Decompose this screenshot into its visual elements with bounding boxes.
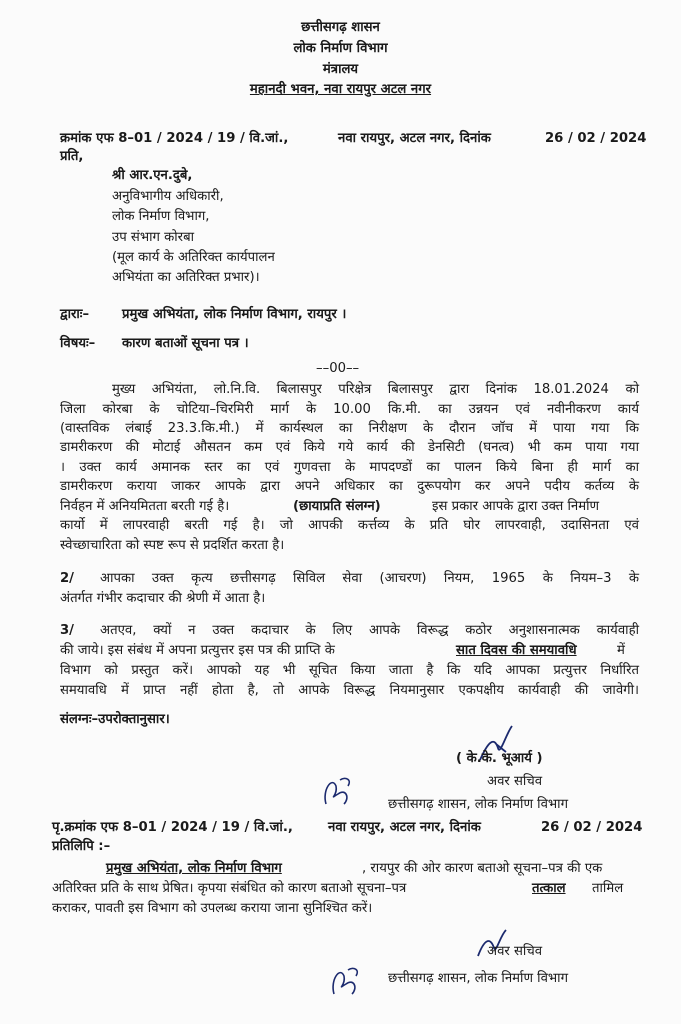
header-gov: छत्तीसगढ़ शासन xyxy=(301,20,380,35)
copy-date: 26 / 02 / 2024 xyxy=(541,820,643,835)
initials-mark xyxy=(318,770,358,810)
recipient-line: उप संभाग कोरबा xyxy=(112,230,195,245)
copy-ref-number: पृ.क्रमांक एफ 8–01 / 2024 / 19 / वि.जां., xyxy=(52,820,293,835)
para1-line: डामरीकरण कराया जाकर आपके द्वारा अपने अधिकार का दुरूपयोग कर अपने पदीय कर्तव्य के xyxy=(60,479,639,494)
copy-line: , रायपुर की ओर कारण बताओ सूचना–पत्र की एक xyxy=(362,861,603,876)
through-value: प्रमुख अभियंता, लोक निर्माण विभाग, रायपुर । xyxy=(122,307,347,322)
para1-line: । उक्त कार्य अमानक स्तर का एवं गुणवत्ता के मापदण्डों का पालन किये बिना ही मार्ग का xyxy=(60,460,639,475)
para3-line: अतएव, क्यों न उक्त कदाचार के लिए आपके विरूद्ध कठोर अनुशासनात्मक कार्यवाही xyxy=(100,623,639,638)
subject-label: विषयः– xyxy=(60,336,96,351)
para1-line: कार्यो में लापरवाही बरती गई है। जो आपकी कर्त्तव्य के प्रति घोर लापरवाही, उदासिनता एवं xyxy=(60,518,639,533)
recipient-line: अनुविभागीय अधिकारी, xyxy=(112,189,224,204)
para2-number: 2/ xyxy=(60,571,74,586)
signer-name: ( के.के. भूआर्य ) xyxy=(456,751,543,766)
divider: ––00–– xyxy=(316,361,360,376)
copy-signer-title: अवर सचिव xyxy=(487,944,543,959)
para1-line: (वास्तविक लंबाई 23.3.कि.मी.) में कार्यस्थल का निरीक्षण के दौरान जॉच में पाया गया कि xyxy=(60,421,639,436)
through-label: द्वाराः– xyxy=(60,307,90,322)
signer-title: अवर सचिव xyxy=(487,774,543,789)
header-dept: लोक निर्माण विभाग xyxy=(293,41,388,56)
header-ministry: मंत्रालय xyxy=(322,62,359,77)
to-label: प्रति, xyxy=(60,149,84,164)
para1-line: जिला कोरबा के चोटिया–चिरमिरी मार्ग के 10.00 कि.मी. का उन्नयन एवं नवीनीकरण कार्य xyxy=(60,402,639,417)
para1-line: निर्वहन में अनियमितता बरती गई है। xyxy=(60,499,230,514)
para2-line: अंतर्गत गंभीर कदाचार की श्रेणी में आता है। xyxy=(60,591,266,606)
para3-line: विभाग को प्रस्तुत करें। आपको यह भी सूचित किया जाता है कि यदि आपका प्रत्युत्तर निर्धारित xyxy=(60,663,639,678)
para2-line: आपका उक्त कृत्य छत्तीसगढ़ सिविल सेवा (आचरण) नियम, 1965 के नियम–3 के xyxy=(100,571,639,586)
copy-line: अतिरिक्त प्रति के साथ प्रेषित। कृपया संबंधित को कारण बताओ सूचना–पत्र xyxy=(52,881,407,896)
copy-place-date-label: नवा रायपुर, अटल नगर, दिनांक xyxy=(328,820,481,835)
para3-line: समयावधि में प्राप्त नहीं होता है, तो आपके विरूद्ध नियमानुसार एकपक्षीय कार्यवाही की जावेगी। xyxy=(60,683,639,698)
para3-line: में xyxy=(617,643,625,658)
recipient-line: अभियंता का अतिरिक्त प्रभार)। xyxy=(112,270,260,285)
copy-recipient: प्रमुख अभियंता, लोक निर्माण विभाग xyxy=(106,861,282,876)
enclosure-note: (छायाप्रति संलग्न) xyxy=(293,499,381,514)
deadline-highlight: सात दिवस की समयावधि xyxy=(456,643,577,658)
para1-line: स्वेच्छाचारिता को स्पष्ट रूप से प्रदर्शित करता है। xyxy=(60,538,285,553)
initials-mark xyxy=(326,960,366,1000)
copy-line: तामिल xyxy=(592,881,624,896)
copy-label: प्रतिलिपि :– xyxy=(52,839,111,854)
recipient-line: (मूल कार्य के अतिरिक्त कार्यपालन xyxy=(112,250,275,265)
para1-line: मुख्य अभियंता, लो.नि.वि. बिलासपुर परिक्षेत्र बिलासपुर द्वारा दिनांक 18.01.2024 को xyxy=(112,382,639,397)
place-date-label: नवा रायपुर, अटल नगर, दिनांक xyxy=(338,131,491,146)
para1-line: डामरीकरण की मोटाई औसतन कम एवं किये गये कार्य की डेनसिटी (घनत्व) भी कम पाया गया xyxy=(60,440,639,455)
ref-number: क्रमांक एफ 8–01 / 2024 / 19 / वि.जां., xyxy=(60,131,289,146)
signer-dept: छत्तीसगढ़ शासन, लोक निर्माण विभाग xyxy=(388,797,569,812)
para1-line: इस प्रकार आपके द्वारा उक्त निर्माण xyxy=(432,499,600,514)
recipient-line: लोक निर्माण विभाग, xyxy=(112,209,210,224)
letter-date: 26 / 02 / 2024 xyxy=(545,131,647,146)
para3-line: की जाये। इस संबंध में अपना प्रत्युत्तर इस पत्र की प्राप्ति के xyxy=(60,643,335,658)
enclosure-line: संलग्नः–उपरोक्तानुसार। xyxy=(60,712,170,727)
copy-signer-dept: छत्तीसगढ़ शासन, लोक निर्माण विभाग xyxy=(388,971,569,986)
para3-number: 3/ xyxy=(60,623,74,638)
copy-line: कराकर, पावती इस विभाग को उपलब्ध कराया जाना सुनिश्चित करें। xyxy=(52,901,373,916)
urgent-highlight: तत्काल xyxy=(532,881,566,896)
subject-value: कारण बताओं सूचना पत्र । xyxy=(122,336,249,351)
header-address: महानदी भवन, नवा रायपुर अटल नगर xyxy=(249,82,432,97)
recipient-line: श्री आर.एन.दुबे, xyxy=(112,168,193,183)
